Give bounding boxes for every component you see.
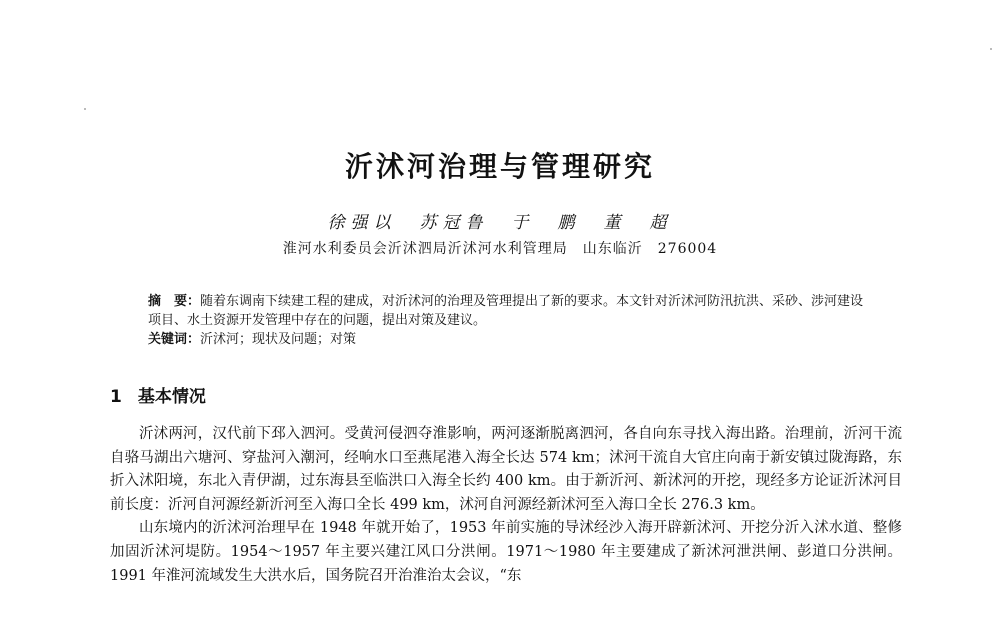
section-heading — [110, 382, 206, 407]
scan-speck — [84, 108, 86, 110]
affiliation: 淮河水利委员会沂沭泗局沂沭河水利管理局 山东临沂 276004 — [282, 241, 718, 257]
keywords-paragraph — [148, 330, 868, 349]
section-number: 1 — [110, 387, 122, 407]
abstract-paragraph — [148, 292, 868, 330]
paper-title: 沂沭河治理与管理研究 — [344, 150, 655, 183]
body-text — [110, 423, 902, 588]
abstract-text: 随着东调南下续建工程的建成，对沂沭河的治理及管理提出了新的要求。本文针对沂沭河防汛抗洪、采砂、涉河建设项目、水土资源开发管理中存在的问题，提出对策及建议。 — [148, 294, 864, 328]
scan-speck — [990, 48, 992, 50]
body-paragraph: 山东境内的沂沭河治理早在 1948 年就开始了，1953 年前实施的导沭经沙入海开辟新沭河、开挖分沂入沭水道、整修加固沂沭河堤防。1954～1957 年主要兴建江风口分洪闸。1971～1980 年主要建成了新沭河泄洪闸、彭道口分洪闸。1991 年淮河流域发生大洪水后，国务院召开治淮治太会议，“东 — [110, 520, 902, 584]
abstract-block — [148, 292, 868, 349]
abstract-label: 摘 要： — [148, 294, 201, 309]
author-list: 徐强以 苏冠鲁 于 鹏 董 超 — [327, 213, 673, 233]
keywords-label: 关键词： — [148, 332, 201, 347]
body-paragraph: 沂沭两河，汉代前下邳入泗河。受黄河侵泗夺淮影响，两河逐渐脱离泗河，各自向东寻找入海出路。治理前，沂河干流自骆马湖出六塘河、穿盐河入潮河，经响水口至燕尾港入海全长达 574 km；沭河干流自大官庄向南于新安镇过陇海路，东折入沭阳境，东北入青伊湖，过东海县至临洪口入海全长约 400 km。由于新沂河、新沭河的开挖，现经多方论证沂沭河目前长度：沂河自河源经新沂河至入海口全长 499 km，沭河自河源经新沭河至入海口全长 276.3 km。 — [110, 426, 902, 513]
section-title: 基本情况 — [137, 387, 206, 407]
keywords-text: 沂沭河；现状及问题；对策 — [200, 332, 357, 347]
